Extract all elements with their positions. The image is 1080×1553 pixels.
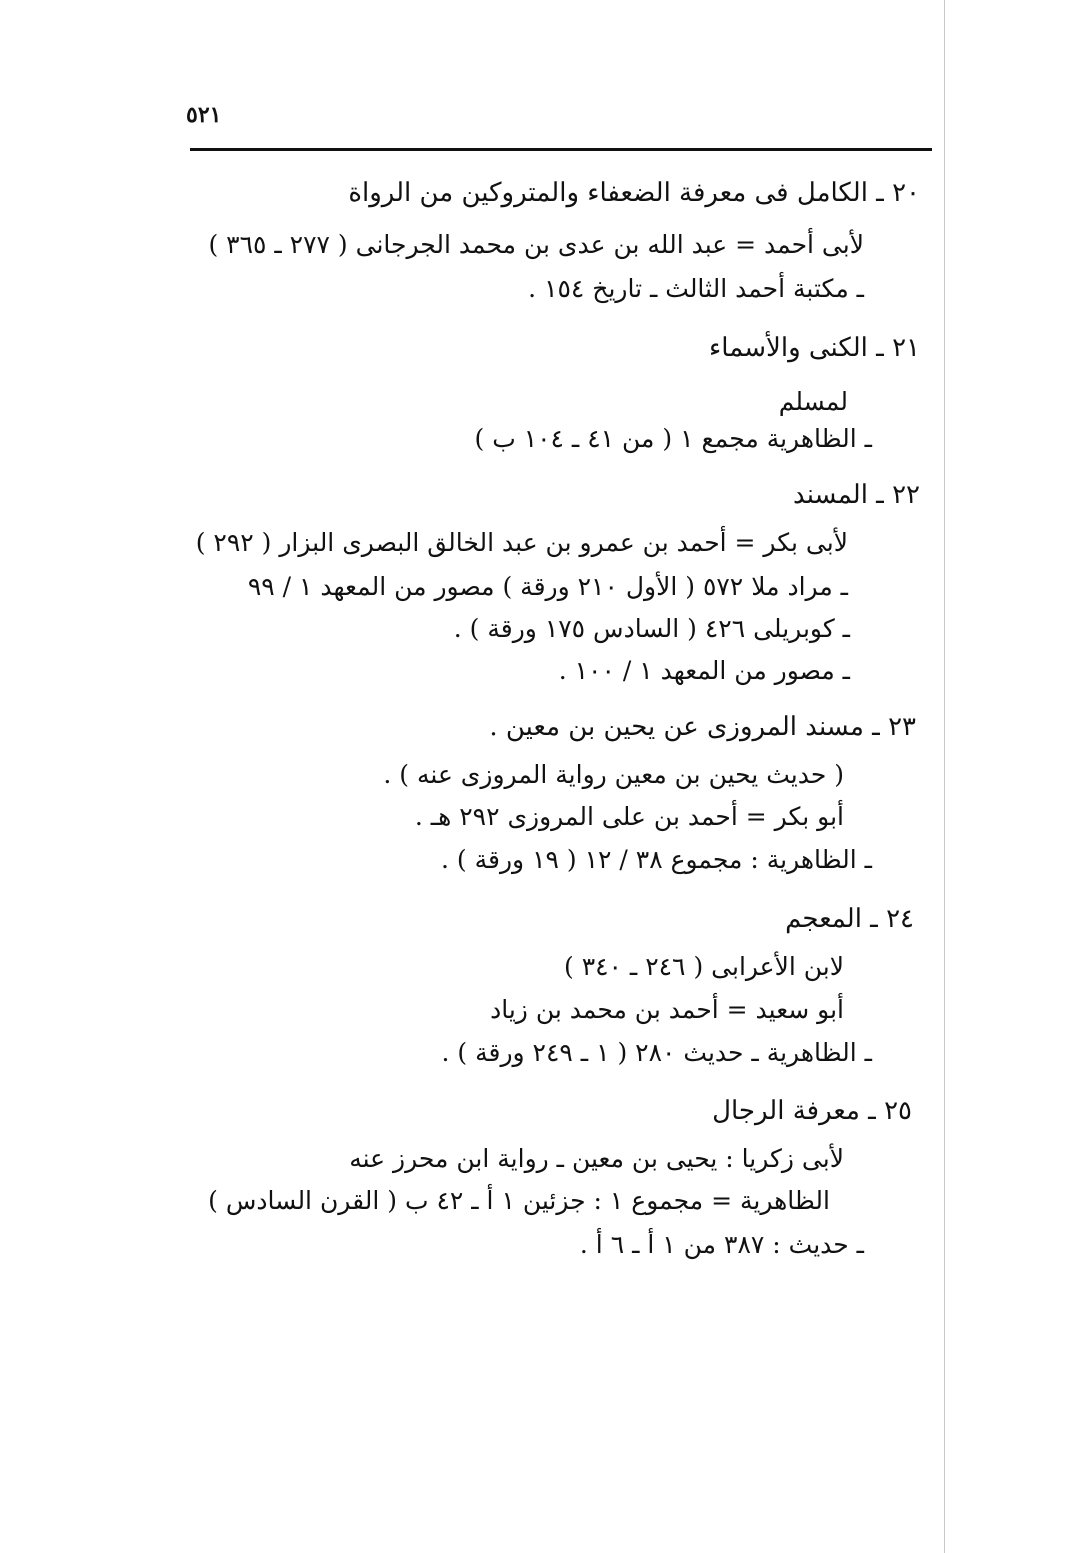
entry-20-line-1: لأبى أحمد = عبد الله بن عدى بن محمد الجرجانى ( ٢٧٧ ـ ٣٦٥ ) — [208, 230, 864, 259]
entry-21-line-1: لمسلم — [778, 387, 848, 416]
entry-21-line-2: ـ الظاهرية مجمع ١ ( من ٤١ ـ ١٠٤ ب ) — [474, 424, 872, 453]
entry-24-line-2: أبو سعيد = أحمد بن محمد بن زياد — [490, 995, 844, 1024]
entry-23-line-3: ـ الظاهرية : مجموع ٣٨ / ١٢ ( ١٩ ورقة ) . — [441, 845, 872, 874]
entry-20-line-2: ـ مكتبة أحمد الثالث ـ تاريخ ١٥٤ . — [528, 274, 864, 303]
entry-23-line-2: أبو بكر = أحمد بن على المروزى ٢٩٢ هـ . — [414, 802, 844, 831]
entry-24-title: ٢٤ ـ المعجم — [785, 904, 914, 934]
entry-22-line-2: ـ مراد ملا ٥٧٢ ( الأول ٢١٠ ورقة ) مصور من المعهد ١ / ٩٩ — [247, 572, 848, 601]
entry-22-line-3: ـ كوبريلى ٤٢٦ ( السادس ١٧٥ ورقة ) . — [453, 614, 850, 643]
entry-24-line-1: لابن الأعرابى ( ٢٤٦ ـ ٣٤٠ ) — [563, 952, 844, 981]
entry-22-line-1: لأبى بكر = أحمد بن عمرو بن عبد الخالق البصرى البزار ( ٢٩٢ ) — [195, 528, 848, 557]
entry-23-title: ٢٣ ـ مسند المروزى عن يحين بن معين . — [489, 712, 916, 742]
header-rule — [190, 148, 932, 151]
entry-21-title: ٢١ ـ الكنى والأسماء — [709, 333, 920, 363]
entry-25-line-1: لأبى زكريا : يحيى بن معين ـ رواية ابن محرز عنه — [349, 1144, 844, 1173]
page-edge-line — [944, 0, 945, 1553]
entry-24-line-3: ـ الظاهرية ـ حديث ٢٨٠ ( ١ ـ ٢٤٩ ورقة ) . — [441, 1038, 872, 1067]
entry-23-line-1: ( حديث يحين بن معين رواية المروزى عنه ) . — [383, 760, 844, 789]
entry-22-line-4: ـ مصور من المعهد ١ / ١٠٠ . — [558, 656, 850, 685]
page-number: ٥٢١ — [186, 102, 222, 128]
entry-25-title: ٢٥ ـ معرفة الرجال — [712, 1096, 912, 1126]
entry-25-line-3: ـ حديث : ٣٨٧ من ١ أ ـ ٦ أ . — [579, 1230, 864, 1259]
entry-25-line-2: الظاهرية = مجموع ١ : جزئين ١ أ ـ ٤٢ ب ( القرن السادس ) — [208, 1186, 830, 1215]
entry-20-title: ٢٠ ـ الكامل فى معرفة الضعفاء والمتروكين من الرواة — [348, 178, 920, 208]
entry-22-title: ٢٢ ـ المسند — [793, 480, 920, 510]
